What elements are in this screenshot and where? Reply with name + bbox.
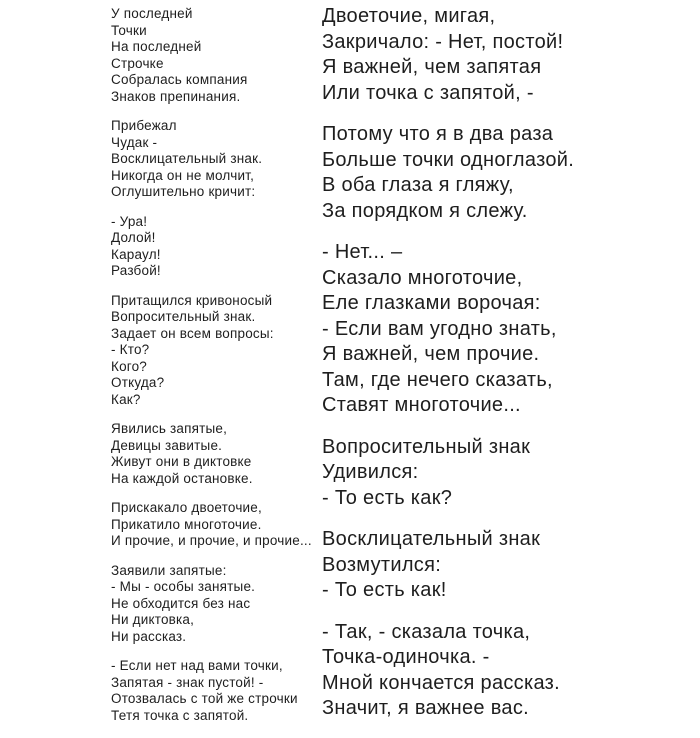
stanza <box>322 435 592 512</box>
poem-line: Точки <box>111 22 147 38</box>
poem-line: Восклицательный знак <box>322 528 541 550</box>
poem-line: И прочие, и прочие, и прочие... <box>111 533 312 548</box>
poem-line: На последней <box>111 39 202 54</box>
poem-line: Строчке <box>111 55 164 71</box>
poem-line: Или точка с запятой, - <box>322 81 534 104</box>
poem-line: Прикатило многоточие. <box>111 516 262 532</box>
poem-line: Задает он всем вопросы: <box>111 325 274 341</box>
poem-line: За порядком я слежу. <box>322 199 528 222</box>
poem-line: Караул! <box>111 246 161 262</box>
poem-line: Значит, я важнее вас. <box>322 697 529 719</box>
stanza <box>111 421 321 487</box>
poem-line: Отозвалась с той же строчки <box>111 691 298 706</box>
poem-line: - Кто? <box>111 342 150 357</box>
poem-line: Девицы завитые. <box>111 437 223 453</box>
poem-line: - Так, - сказала точка, <box>322 620 531 643</box>
poem-line: Прискакало двоеточие, <box>111 500 262 515</box>
poem-line: Ставят многоточие... <box>322 394 521 416</box>
poem-line: Сказало многоточие, <box>322 266 523 289</box>
poem-line: Кого? <box>111 358 148 374</box>
poem-line: Двоеточие, мигая, <box>322 5 496 27</box>
poem-line: Притащился кривоносый <box>111 292 273 308</box>
left-poem-column <box>111 6 321 737</box>
stanza <box>322 620 592 722</box>
poem-line: Прибежал <box>111 118 177 133</box>
stanza <box>322 122 592 224</box>
poem-line: Больше точки одноглазой. <box>322 148 575 171</box>
stanza <box>111 293 321 409</box>
poem-line: Откуда? <box>111 375 165 390</box>
poem-line: Я важней, чем запятая <box>322 56 542 78</box>
stanza <box>322 4 592 106</box>
poem-line: Удивился: <box>322 461 419 483</box>
poem-line: Еле глазками ворочая: <box>322 292 541 314</box>
poem-line: - Мы - особы занятые. <box>111 579 256 594</box>
poem-line: Закричало: - Нет, постой! <box>322 30 564 53</box>
poem-line: Восклицательный знак. <box>111 151 263 166</box>
poem-line: Разбой! <box>111 263 161 278</box>
poem-line: Долой! <box>111 230 156 245</box>
stanza <box>322 527 592 604</box>
stanza <box>111 6 321 105</box>
stanza <box>111 658 321 724</box>
poem-line: Никогда он не молчит, <box>111 167 255 183</box>
poem-line: Вопросительный знак <box>322 435 531 458</box>
poem-line: Заявили запятые: <box>111 562 227 578</box>
poem-line: - Ура! <box>111 213 148 229</box>
poem-line: В оба глаза я гляжу, <box>322 174 514 196</box>
poem-line: Потому что я в два раза <box>322 123 554 145</box>
poem-line: Мной кончается рассказ. <box>322 671 560 694</box>
poem-line: Тетя точка с запятой. <box>111 707 249 723</box>
poem-line: Живут они в диктовке <box>111 454 252 469</box>
poem-line: Точка-одиночка. - <box>322 646 490 668</box>
poem-line: Запятая - знак пустой! - <box>111 674 264 690</box>
poem-line: Чудак - <box>111 134 158 150</box>
poem-line: - Нет... – <box>322 241 403 263</box>
poem-line: - То есть как? <box>322 486 453 509</box>
poem-line: У последней <box>111 6 193 21</box>
poem-line: Явились запятые, <box>111 421 228 436</box>
poem-line: Вопросительный знак. <box>111 309 256 324</box>
poem-line: Знаков препинания. <box>111 88 241 104</box>
poem-line: Ни диктовка, <box>111 612 195 627</box>
stanza <box>111 500 321 550</box>
poem-line: Я важней, чем прочие. <box>322 343 540 365</box>
right-poem-column <box>322 4 592 738</box>
poem-line: На каждой остановке. <box>111 470 253 486</box>
stanza <box>111 214 321 280</box>
poem-line: Там, где нечего сказать, <box>322 368 553 391</box>
poem-line: - То есть как! <box>322 579 447 601</box>
poem-line: Не обходится без нас <box>111 595 251 611</box>
poem-line: Собралась компания <box>111 72 248 87</box>
stanza <box>111 118 321 201</box>
poem-line: Как? <box>111 391 141 407</box>
stanza <box>111 563 321 646</box>
poem-line: - Если нет над вами точки, <box>111 658 283 673</box>
poem-line: Возмутился: <box>322 553 442 576</box>
poem-line: Ни рассказ. <box>111 628 187 644</box>
poem-line: - Если вам угодно знать, <box>322 317 557 340</box>
stanza <box>322 240 592 419</box>
poem-line: Оглушительно кричит: <box>111 184 256 199</box>
